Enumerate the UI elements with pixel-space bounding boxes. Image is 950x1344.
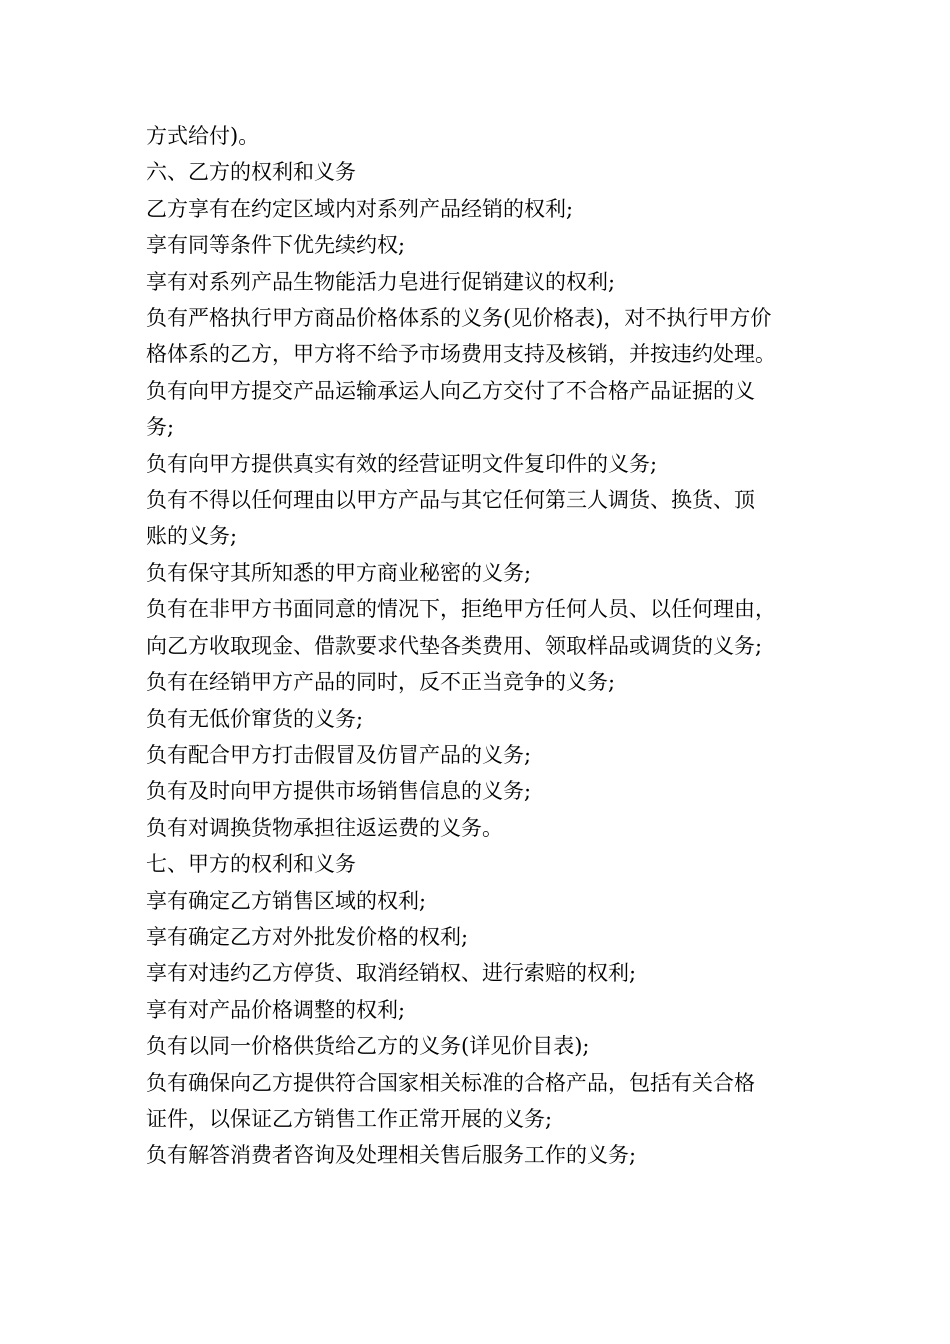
text-line: 务;: [146, 415, 175, 440]
text-line: 享有对违约乙方停货、取消经销权、进行索赔的权利;: [146, 961, 637, 986]
text-line: 方式给付)。: [146, 124, 260, 148]
text-line: 负有在经销甲方产品的同时，反不正当竞争的义务;: [146, 670, 616, 695]
text-line: 证件，以保证乙方销售工作正常开展的义务;: [146, 1106, 553, 1131]
text-line: 负有不得以任何理由以甲方产品与其它任何第三人调货、换货、顶: [146, 488, 755, 513]
text-line: 享有对产品价格调整的权利;: [146, 997, 406, 1022]
text-line: 乙方享有在约定区域内对系列产品经销的权利;: [146, 196, 574, 221]
section-heading: 七、甲方的权利和义务: [146, 852, 356, 877]
text-line: 负有向甲方提交产品运输承运人向乙方交付了不合格产品证据的义: [146, 378, 755, 403]
text-line: 负有解答消费者咨询及处理相关售后服务工作的义务;: [146, 1143, 637, 1168]
section-heading: 六、乙方的权利和义务: [146, 160, 356, 185]
text-line: 负有保守其所知悉的甲方商业秘密的义务;: [146, 560, 532, 585]
text-line: 负有向甲方提供真实有效的经营证明文件复印件的义务;: [146, 451, 658, 476]
text-line: 享有同等条件下优先续约权;: [146, 233, 406, 258]
text-line: 负有在非甲方书面同意的情况下，拒绝甲方任何人员、以任何理由，: [146, 597, 776, 622]
text-line: 向乙方收取现金、借款要求代垫各类费用、领取样品或调货的义务;: [146, 633, 763, 658]
text-line: 账的义务;: [146, 524, 238, 549]
text-line: 享有确定乙方对外批发价格的权利;: [146, 924, 469, 949]
text-line: 负有以同一价格供货给乙方的义务(详见价目表);: [146, 1034, 590, 1059]
text-line: 负有配合甲方打击假冒及仿冒产品的义务;: [146, 742, 532, 767]
text-line: 负有无低价窜货的义务;: [146, 706, 364, 731]
text-line: 格体系的乙方，甲方将不给予市场费用支持及核销，并按违约处理。: [146, 342, 776, 367]
text-line: 享有确定乙方销售区域的权利;: [146, 888, 427, 913]
text-line: 负有对调换货物承担往返运费的义务。: [146, 815, 503, 840]
text-line: 负有确保向乙方提供符合国家相关标准的合格产品，包括有关合格: [146, 1070, 755, 1095]
text-line: 享有对系列产品生物能活力皂进行促销建议的权利;: [146, 269, 616, 294]
document-body: [146, 118, 836, 1174]
text-line: 负有严格执行甲方商品价格体系的义务(见价格表)，对不执行甲方价: [146, 306, 772, 331]
text-line: 负有及时向甲方提供市场销售信息的义务;: [146, 779, 532, 804]
